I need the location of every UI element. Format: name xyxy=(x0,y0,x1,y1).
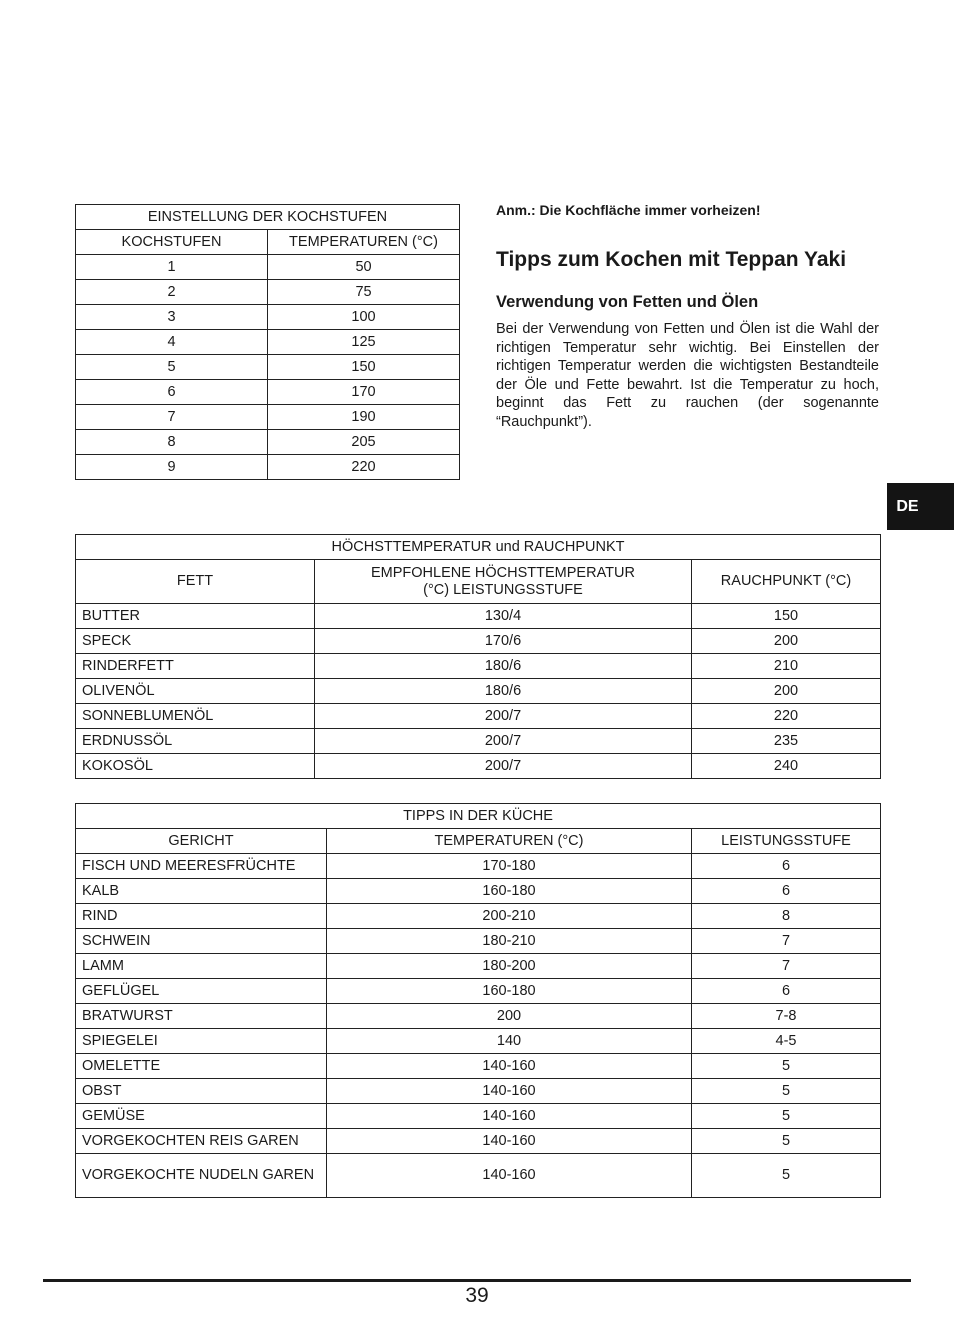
table-cell: 140-160 xyxy=(327,1079,692,1104)
table-cell: SCHWEIN xyxy=(76,929,327,954)
table-cell: 200 xyxy=(327,1004,692,1029)
table-cell: OMELETTE xyxy=(76,1054,327,1079)
table-row xyxy=(76,654,881,679)
table-row xyxy=(76,430,460,455)
cooking-levels-title: EINSTELLUNG DER KOCHSTUFEN xyxy=(76,205,460,230)
cooking-levels-table xyxy=(75,204,460,480)
fats-paragraph: Bei der Verwendung von Fetten und Ölen ist die Wahl der richtigen Temperatur sehr wichtig. Bei Einstellen der richtigen Temperatur werden die wichtigsten Bestandteile der Öle und Fette bewahrt. Ist die Temperatur zu hoch, beginnt das Fett zu rauchen (der sogenannte “Rauchpunkt”). xyxy=(496,321,879,430)
table-row xyxy=(76,405,460,430)
table-row xyxy=(76,305,460,330)
table-cell: 180/6 xyxy=(315,654,692,679)
table-cell: 6 xyxy=(692,879,881,904)
cooking-levels-body xyxy=(76,255,460,480)
table-row xyxy=(76,355,460,380)
table-row xyxy=(76,629,881,654)
table-cell: 6 xyxy=(692,854,881,879)
header-leistungsstufe: LEISTUNGSSTUFE xyxy=(692,829,881,854)
table-cell: 180/6 xyxy=(315,679,692,704)
table-cell: 4 xyxy=(76,330,268,355)
table-cell: 8 xyxy=(692,904,881,929)
table-cell: 180-210 xyxy=(327,929,692,954)
table-row xyxy=(76,929,881,954)
table-cell: RIND xyxy=(76,904,327,929)
table-cell: 210 xyxy=(692,654,881,679)
table-cell: 170/6 xyxy=(315,629,692,654)
table-cell: 235 xyxy=(692,729,881,754)
header-gericht: GERICHT xyxy=(76,829,327,854)
table-cell: OLIVENÖL xyxy=(76,679,315,704)
table-cell: 2 xyxy=(76,280,268,305)
kitchen-tips-table xyxy=(75,803,881,1198)
table-cell: 6 xyxy=(76,380,268,405)
table-cell: 7 xyxy=(692,954,881,979)
table-cell: 240 xyxy=(692,754,881,779)
smoke-point-title: HÖCHSTTEMPERATUR und RAUCHPUNKT xyxy=(76,535,881,560)
table-cell: 205 xyxy=(268,430,460,455)
table-cell: 200/7 xyxy=(315,704,692,729)
table-cell: VORGEKOCHTEN REIS GAREN xyxy=(76,1129,327,1154)
table-cell: VORGEKOCHTE NUDELN GAREN xyxy=(76,1154,327,1198)
language-tab: DE xyxy=(887,483,954,530)
table-row xyxy=(76,729,881,754)
table-cell: SPIEGELEI xyxy=(76,1029,327,1054)
header-temperaturen: TEMPERATUREN (°C) xyxy=(327,829,692,854)
table-cell: OBST xyxy=(76,1079,327,1104)
table-cell: 100 xyxy=(268,305,460,330)
table-cell: 220 xyxy=(692,704,881,729)
table-cell: 130/4 xyxy=(315,604,692,629)
table-row xyxy=(76,879,881,904)
table-cell: KALB xyxy=(76,879,327,904)
table-cell: 170-180 xyxy=(327,854,692,879)
table-cell: 9 xyxy=(76,455,268,480)
table-row xyxy=(76,1129,881,1154)
header-max-temp-line2: (°C) LEISTUNGSSTUFE xyxy=(423,581,583,598)
table-cell: 180-200 xyxy=(327,954,692,979)
table-cell: 190 xyxy=(268,405,460,430)
table-cell: 150 xyxy=(268,355,460,380)
kitchen-tips-title: TIPPS IN DER KÜCHE xyxy=(76,804,881,829)
footer-rule xyxy=(43,1279,911,1282)
table-cell: 6 xyxy=(692,979,881,1004)
table-row xyxy=(76,604,881,629)
table-row xyxy=(76,330,460,355)
table-row xyxy=(76,1029,881,1054)
table-cell: GEFLÜGEL xyxy=(76,979,327,1004)
table-cell: 160-180 xyxy=(327,879,692,904)
header-temperaturen: TEMPERATUREN (°C) xyxy=(268,230,460,255)
table-cell: SPECK xyxy=(76,629,315,654)
table-cell: BUTTER xyxy=(76,604,315,629)
header-max-temp xyxy=(315,560,692,604)
table-row xyxy=(76,679,881,704)
table-cell: 5 xyxy=(692,1129,881,1154)
table-row xyxy=(76,380,460,405)
table-cell: 4-5 xyxy=(692,1029,881,1054)
table-cell: 8 xyxy=(76,430,268,455)
page-number: 39 xyxy=(465,1284,489,1307)
table-cell: RINDERFETT xyxy=(76,654,315,679)
table-row xyxy=(76,979,881,1004)
table-cell: KOKOSÖL xyxy=(76,754,315,779)
table-cell: 125 xyxy=(268,330,460,355)
table-cell: 200/7 xyxy=(315,729,692,754)
table-cell: 220 xyxy=(268,455,460,480)
table-row xyxy=(76,1154,881,1198)
header-rauchpunkt: RAUCHPUNKT (°C) xyxy=(692,560,881,604)
table-cell: 200 xyxy=(692,629,881,654)
table-cell: 150 xyxy=(692,604,881,629)
smoke-point-body xyxy=(76,604,881,779)
table-cell: 140-160 xyxy=(327,1129,692,1154)
table-cell: 7 xyxy=(76,405,268,430)
table-cell: 200-210 xyxy=(327,904,692,929)
table-cell: BRATWURST xyxy=(76,1004,327,1029)
table-row xyxy=(76,280,460,305)
header-kochstufen: KOCHSTUFEN xyxy=(76,230,268,255)
section-title: Tipps zum Kochen mit Teppan Yaki xyxy=(496,248,847,271)
table-cell: 200/7 xyxy=(315,754,692,779)
table-row xyxy=(76,1004,881,1029)
table-row xyxy=(76,704,881,729)
table-row xyxy=(76,854,881,879)
table-cell: 160-180 xyxy=(327,979,692,1004)
subsection-title: Verwendung von Fetten und Ölen xyxy=(496,293,759,311)
table-cell: FISCH UND MEERESFRÜCHTE xyxy=(76,854,327,879)
table-cell: 7 xyxy=(692,929,881,954)
table-cell: 200 xyxy=(692,679,881,704)
preheat-note: Anm.: Die Kochfläche immer vorheizen! xyxy=(496,202,761,218)
table-cell: GEMÜSE xyxy=(76,1104,327,1129)
table-cell: 5 xyxy=(692,1054,881,1079)
table-cell: 50 xyxy=(268,255,460,280)
table-cell: 1 xyxy=(76,255,268,280)
table-cell: 5 xyxy=(692,1079,881,1104)
table-cell: 140-160 xyxy=(327,1104,692,1129)
table-row xyxy=(76,1104,881,1129)
table-cell: 5 xyxy=(692,1154,881,1198)
table-cell: LAMM xyxy=(76,954,327,979)
table-cell: ERDNUSSÖL xyxy=(76,729,315,754)
header-max-temp-line1: EMPFOHLENE HÖCHSTTEMPERATUR xyxy=(371,564,635,581)
table-row xyxy=(76,754,881,779)
header-fett: FETT xyxy=(76,560,315,604)
table-cell: 5 xyxy=(76,355,268,380)
smoke-point-table xyxy=(75,534,881,779)
table-cell: 75 xyxy=(268,280,460,305)
table-row xyxy=(76,1079,881,1104)
table-cell: 140-160 xyxy=(327,1054,692,1079)
table-row xyxy=(76,1054,881,1079)
kitchen-tips-body xyxy=(76,854,881,1198)
table-cell: 7-8 xyxy=(692,1004,881,1029)
table-cell: 140 xyxy=(327,1029,692,1054)
table-cell: 5 xyxy=(692,1104,881,1129)
table-row xyxy=(76,904,881,929)
table-row xyxy=(76,954,881,979)
table-cell: 170 xyxy=(268,380,460,405)
table-cell: 140-160 xyxy=(327,1154,692,1198)
table-row xyxy=(76,255,460,280)
table-cell: SONNEBLUMENÖL xyxy=(76,704,315,729)
table-row xyxy=(76,455,460,480)
table-cell: 3 xyxy=(76,305,268,330)
